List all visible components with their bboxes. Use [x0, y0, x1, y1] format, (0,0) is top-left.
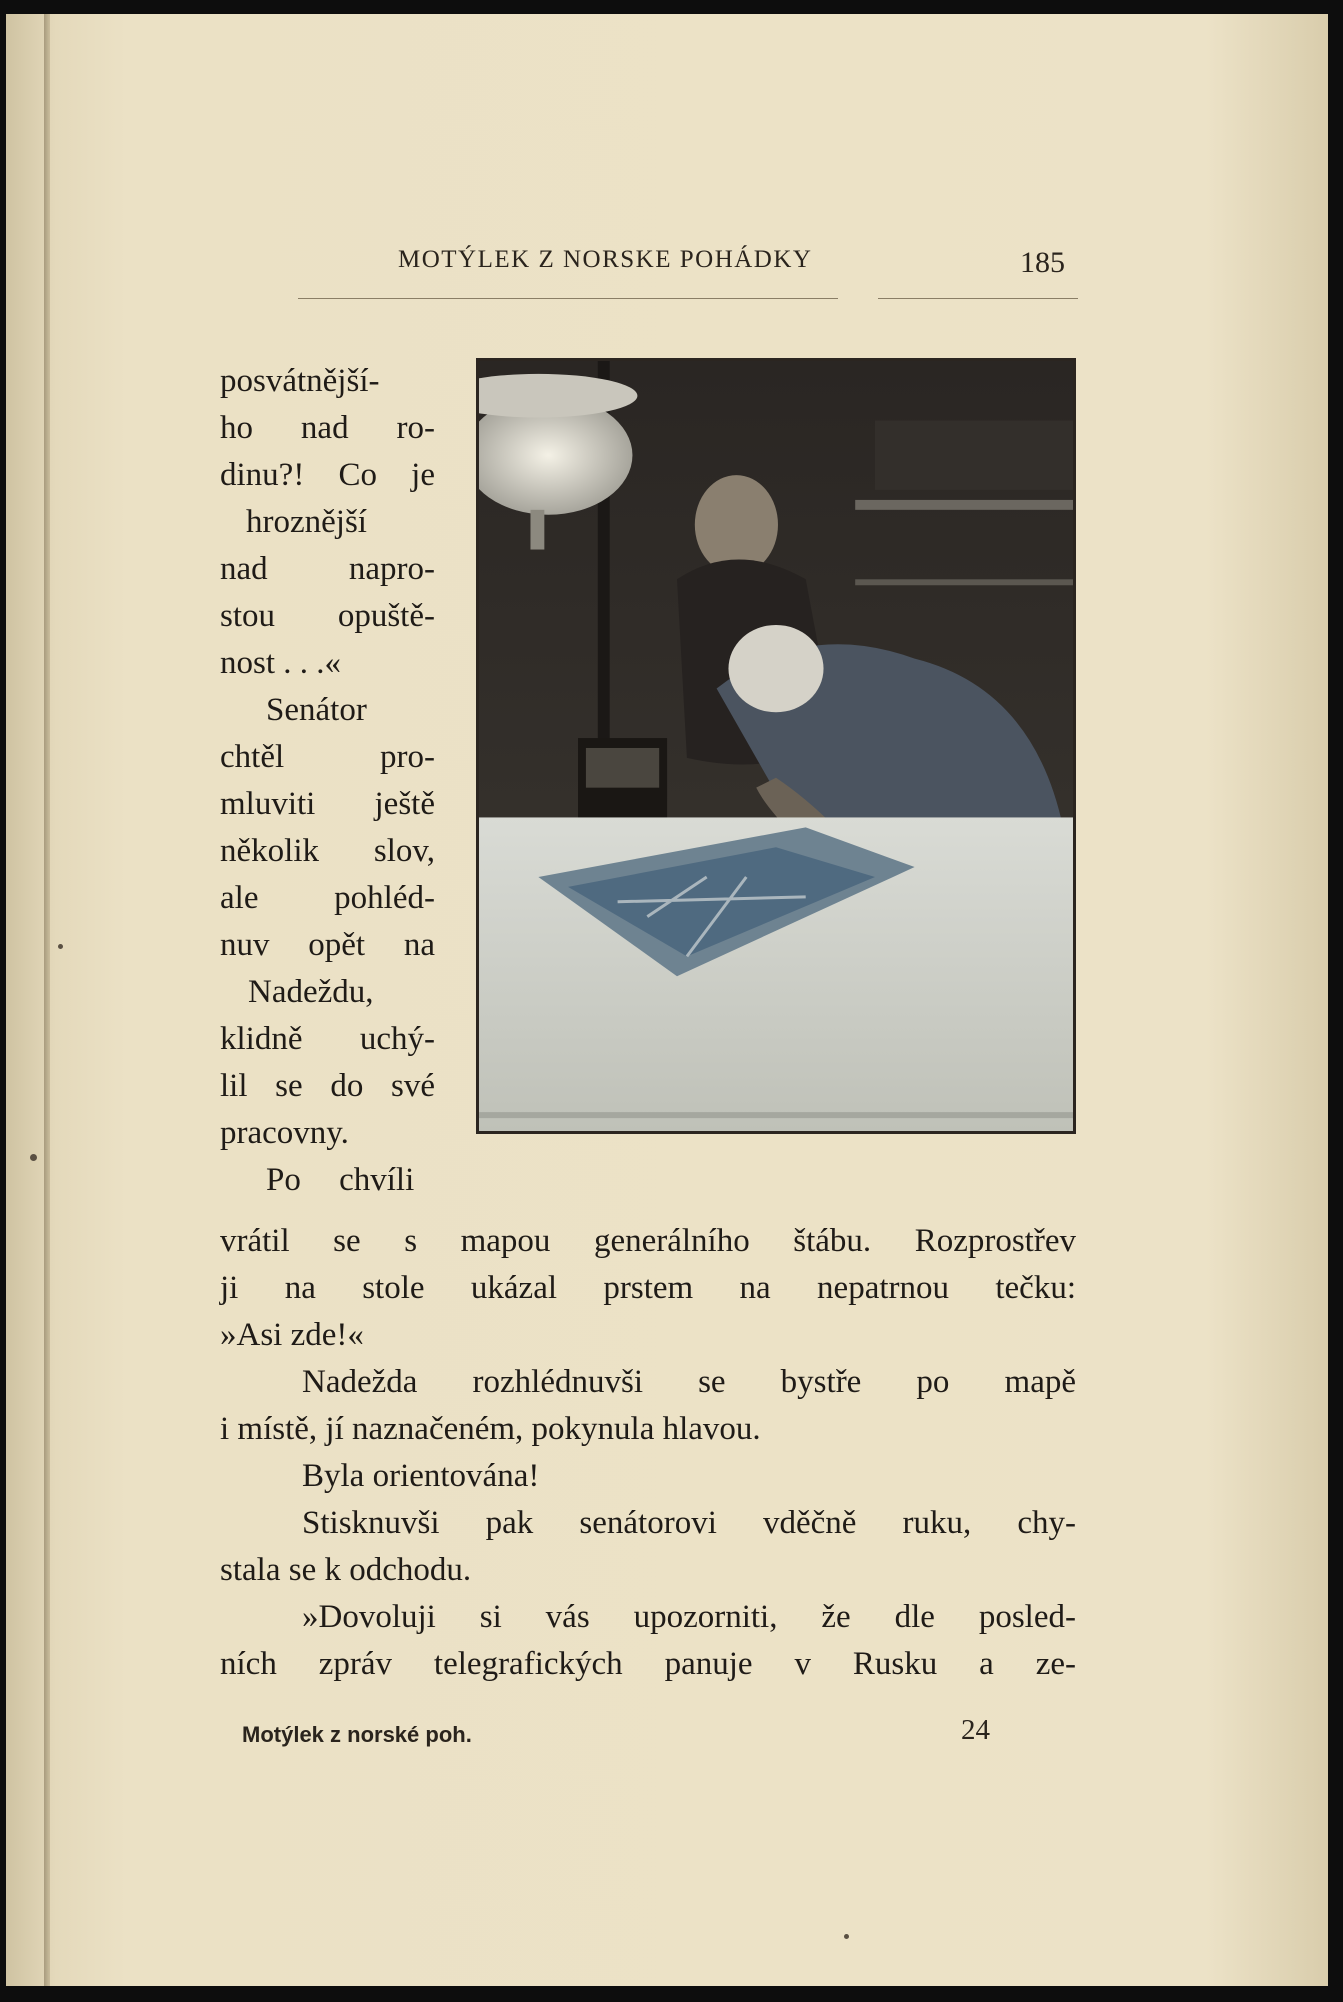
- text-line: lil se do své: [220, 1068, 435, 1104]
- footer-signature: Motýlek z norské poh.: [242, 1722, 472, 1747]
- book-page: [6, 14, 1328, 1986]
- text-line: Byla orientována!: [302, 1458, 540, 1494]
- text-line: Nadeždu,: [248, 974, 374, 1010]
- text-line: mluviti ještě: [220, 786, 435, 822]
- text-line: ale pohléd-: [220, 880, 435, 916]
- text-line: chtěl pro-: [220, 739, 435, 775]
- text-line: Po chvíli: [266, 1162, 415, 1198]
- text-line: několik slov,: [220, 833, 435, 869]
- illustration-senator-and-nadezda: [476, 358, 1076, 1134]
- text-line: »Asi zde!«: [220, 1317, 364, 1353]
- paper-speck: [844, 1934, 849, 1939]
- text-line: stou opuště-: [220, 598, 435, 634]
- head-rule-right: [878, 298, 1078, 299]
- running-head: MOTÝLEK Z NORSKE POHÁDKY: [398, 246, 813, 273]
- footer-sheet-number: 24: [961, 1714, 990, 1746]
- text-line: dinu?! Co je: [220, 457, 435, 493]
- text-line: Senátor: [266, 692, 367, 728]
- narrow-column-text: [220, 358, 435, 1204]
- text-line: ho nad ro-: [220, 410, 435, 446]
- gutter-line: [44, 14, 50, 1986]
- head-rule: [298, 298, 838, 299]
- text-line: nad napro-: [220, 551, 435, 587]
- text-line: Stisknuvši pak senátorovi vděčně ruku, chy-: [302, 1505, 1076, 1541]
- text-line: »Dovoluji si vás upozorniti, že dle posled-: [302, 1599, 1076, 1635]
- illustration-drawing: [479, 361, 1073, 1131]
- page-number: 185: [1020, 246, 1065, 279]
- text-line: Nadežda rozhlédnuvši se bystře po mapě: [302, 1364, 1076, 1400]
- text-line: vrátil se s mapou generálního štábu. Rozprostřev: [220, 1223, 1076, 1259]
- text-line: ních zpráv telegrafických panuje v Rusku a ze-: [220, 1646, 1076, 1682]
- paper-speck: [30, 1154, 37, 1161]
- text-line: hroznější: [246, 504, 367, 540]
- paper-speck: [58, 944, 63, 949]
- text-line: ji na stole ukázal prstem na nepatrnou tečku:: [220, 1270, 1076, 1306]
- text-line: posvátnější-: [220, 363, 380, 399]
- text-line: nuv opět na: [220, 927, 435, 963]
- text-line: stala se k odchodu.: [220, 1552, 472, 1588]
- full-width-text: [220, 1218, 1076, 1688]
- text-line: i místě, jí naznačeném, pokynula hlavou.: [220, 1411, 761, 1447]
- text-line: pracovny.: [220, 1115, 349, 1151]
- text-line: klidně uchý-: [220, 1021, 435, 1057]
- text-line: nost . . .«: [220, 645, 342, 681]
